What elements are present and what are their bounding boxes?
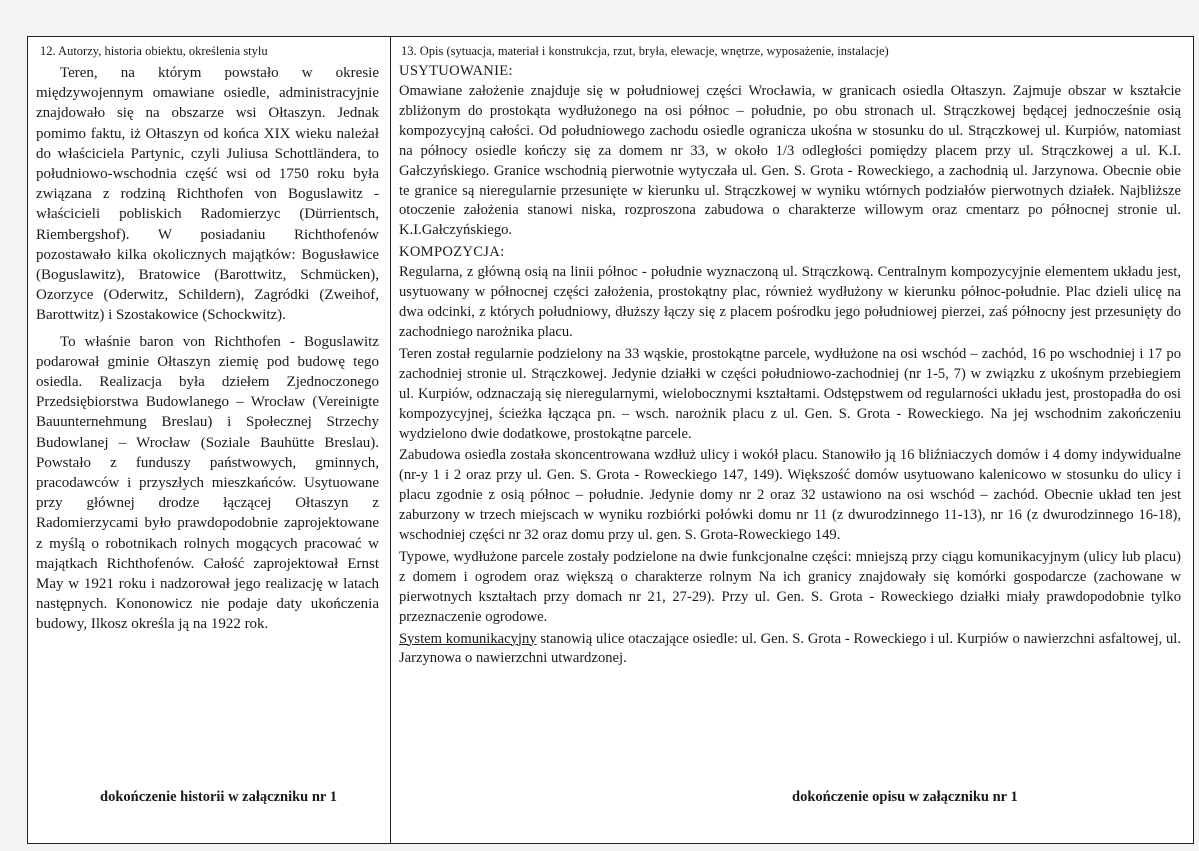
description-column [399,43,1181,670]
section-title-composition: KOMPOZYCJA: [399,244,505,261]
document-sheet [27,36,1194,844]
transport-text: stanowią ulice otaczające osiedle: ul. Gen. S. Grota - Roweckiego i ul. Kurpiów o nawierzchni asfaltowej, ul. Jarzynowa o nawierzchni utwardzonej. [399,630,1181,667]
column-divider [390,37,391,843]
history-paragraph-1: Teren, na którym powstało w okresie międzywojennym omawiane osiedle, administracyjnie znajdowało się na obszarze wsi Ołtaszyn. Jednak pomimo faktu, iż Ołtaszyn od końca XIX wieku należał do właściciela Partynic, czyli Juliusa Schottländera, to południowo-wschodnia część wsi od 1750 roku była związana z rodziną Richthofen von Boguslawitz - właścicieli pobliskich Radomierzyc (Dürrientsch, Riembergshof). W posiadaniu Richthofenów pozostawało kilka okolicznych majątków: Bogusławice (Boguslawitz), Bratowice (Barottwitz, Schmücken), Ozorzyce (Oderwitz, Schildern), Zagródki (Zweihof, Barottwitz) i Szostakowice (Schockwitz). [36,65,379,324]
history-continuation-note: dokończenie historii w załączniku nr 1 [100,789,337,805]
plots-paragraph: Typowe, wydłużone parcele zostały podzielone na dwie funkcjonalne części: mniejszą przy ciągu komunikacyjnym (ulicy lub placu) z domem i ogrodem oraz większą o charakterze rolnym Na ich granicy znajdowały się komórki gospodarcze (zachowane w pierwotnych kształtach przy domach nr 21, 27-29). Przy ul. Gen. S. Grota - Roweckiego działki miały prawdopodobnie tylko przeznaczenie ogrodowe. [399,548,1181,625]
parcels-paragraph: Teren został regularnie podzielony na 33 wąskie, prostokątne parcele, wydłużone na osi wschód – zachód, 16 po wschodniej i 17 po zachodniej stronie ul. Strączkowej. Jedynie działki w części południowo-zachodniej (nr 1-5, 7) w związku z ukośnym przebiegiem ul. Kurpiów, odznaczają się nieregularnymi, wielobocznymi kształtami. Odstępstwem od regularności układu jest, prostopadła do osi kompozycyjnej, ścieżka łącząca pn. – wsch. narożnik placu z ul. Gen. S. Grota - Roweckiego. Na jej wschodnim zakończeniu wydzielono dwie dodatkowe, prostokątne parcele. [399,345,1181,442]
history-column [36,43,379,641]
description-continuation-note: dokończenie opisu w załączniku nr 1 [792,789,1018,805]
composition-paragraph: Regularna, z główną osią na linii północ - południe wyznaczoną ul. Strączkową. Centralnym kompozycyjnie elementem układu jest, usytuowany w północnej części założenia, prostokątny plac, również wydłużony w kierunku północ-południe. Plac dzieli ulicę na dwa odcinki, z których południowy, dłuższy łączy się z placem pośrodku jego południowej pierzei, zaś północny jest przesunięty do zachodniego narożnika placu. [399,264,1181,340]
transport-paragraph [399,630,1181,670]
location-paragraph: Omawiane założenie znajduje się w południowej części Wrocławia, w granicach osiedla Ołtaszyn. Zajmuje obszar w kształcie zbliżonym do prostokąta wydłużonego na osi północ – południe, po obu stronach ul. Strączkowej będącej jednocześnie osią kompozycyjną całości. Od południowego zachodu osiedle ogranicza ukośna w stosunku do ul. Strączkowej ul. Kurpiów, natomiast na północy osiedle kończy się za domem nr 33, w około 1/3 odległości pomiędzy placem przy ul. Strączkowej a ul. K.I. Gałczyńskiego. Granice wschodnią pierwotnie wytyczała ul. Gen. S. Grota - Roweckiego, a zachodnią ul. Jarzynowa. Obecnie obie te granice są nieregularnie przesunięte w kierunku ul. Strączkowej w wyniku wtórnych podziałów pierwotnych działek. Najbliższe otoczenie założenia stanowi niska, rozproszona zabudowa o charakterze willowym oraz cmentarz po północnej stronie ul. K.I.Gałczyńskiego. [399,83,1181,239]
section-title-location: USYTUOWANIE: [399,63,513,79]
description-heading: 13. Opis (sytuacja, materiał i konstrukcja, rzut, bryła, elewacje, wnętrze, wyposażenie, instalacje) [401,44,889,58]
history-paragraph-2: To właśnie baron von Richthofen - Boguslawitz podarował gminie Ołtaszyn ziemię pod budowę tego osiedla. Realizacja była dziełem Zjednoczonego Przedsiębiorstwa Budowlanego – Wrocław (Vereinigte Bauunternehmung Breslau) i Społecznej Strzechy Budowlanej – Wrocław (Soziale Bauhütte Breslau). Powstało z funduszy państwowych, gminnych, pracodawców i przyszłych mieszkańców. Usytuowane przy głównej drodze łączącej Ołtaszyn z Radomierzycami było prawdopodobnie zaprojektowane z myślą o robotnikach rolnych mogących pracować w majątkach Richthofenów. Całość zaprojektował Ernst May w 1921 roku i nadzorował jego realizację w latach następnych. Kononowicz nie podaje daty ukończenia budowy, Ilkosz określa ją na 1922 rok. [36,333,379,633]
transport-term: System komunikacyjny [399,630,537,647]
history-heading: 12. Autorzy, historia obiektu, określenia stylu [40,44,268,58]
buildings-paragraph: Zabudowa osiedla została skoncentrowana wzdłuż ulicy i wokół placu. Stanowiło ją 16 bliźniaczych domów i 4 domy indywidualne (nr-y 1 i 2 oraz przy ul. Gen. S. Grota - Roweckiego 147, 149). Większość domów usytuowano kalenicowo w stosunku do ulicy i placu zgodnie z osią północ – południe. Jedynie domy nr 2 oraz 32 ustawiono na osi wschód – zachód. Obecnie układ ten jest zaburzony w trzech miejscach w wyniku rozbiórki połówki domu nr 11 (z dwurodzinnego 11-13), nr 16 (z dwurodzinnego 16-18), wschodniej części nr 32 oraz domu przy ul. gen. S. Grota-Roweckiego 149. [399,447,1181,544]
